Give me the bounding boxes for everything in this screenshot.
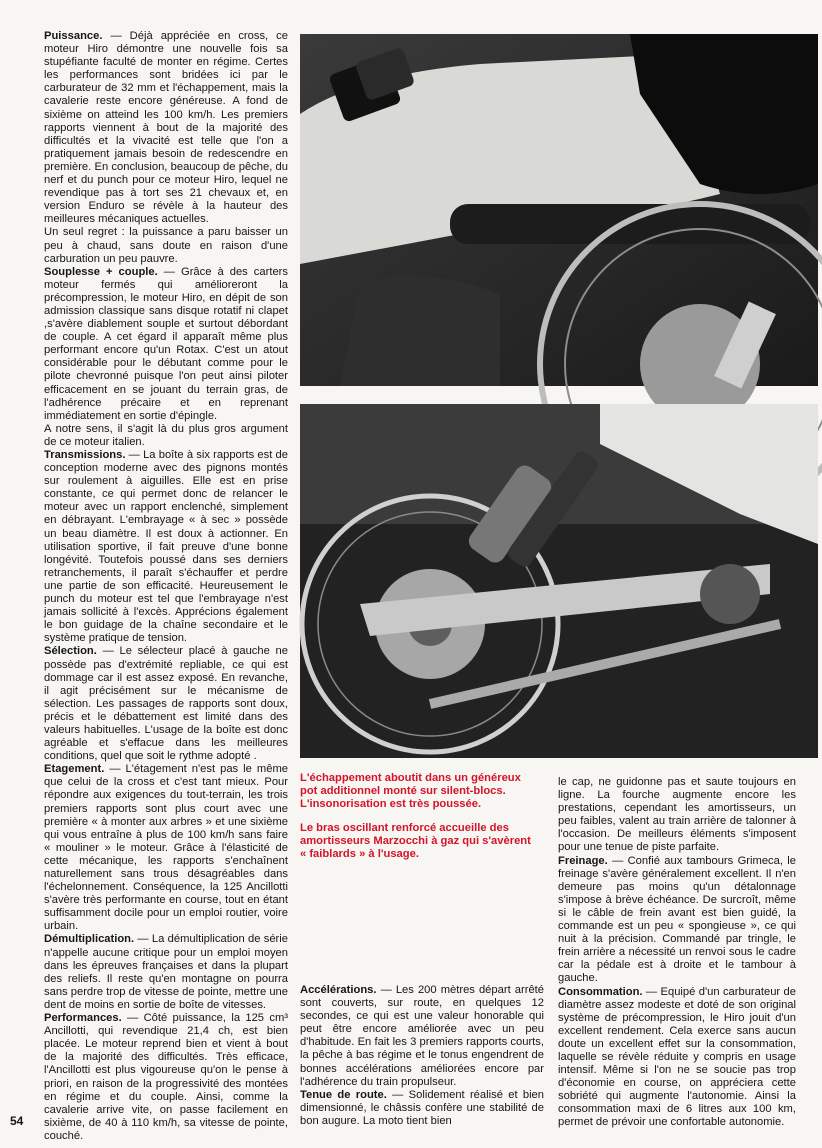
heading-accelerations: Accélérations. xyxy=(300,984,377,996)
heading-performances: Performances. xyxy=(44,1012,122,1025)
paragraph-puissance: Puissance. — Déjà appréciée en cross, ce moteur Hiro démontre une nouvelle fois sa stupéfiante faculté de monter en régime. Certes les performances sont bridées ici par le carburateur de 32 mm et l'échappement, mais la cavalerie reste encore généreuse. A fond de sixième on atteind les 100 km/h. Les premiers rapports viennent à bout de la majorité des difficultés et la vivacité est telle que l'on a pratiquement jamais besoin de redescendre en première. En conclusion, beaucoup de pêche, du nerf et du punch pour ce moteur Hiro, lequel ne revendique pas à tort ses 21 chevaux et, en version Enduro se révèle à la hauteur des meilleures mécaniques actuelles. xyxy=(44,30,288,226)
article-column-left xyxy=(44,30,288,1142)
paragraph-demultiplication: Démultiplication. — La démultiplication de série n'appelle aucune critique pour un emploi moyen dans les épreuves françaises et dans la plupart des reliefs. Il reste qu'en montagne on pourra sans perdre trop de vitesse de pointe, mettre une dent de moins en sortie de boîte de vitesses. xyxy=(44,933,288,1011)
paragraph-tenue-de-route: Tenue de route. — Solidement réalisé et bien dimensionné, le châssis confère une stabilité de bon augure. La moto tient bien xyxy=(300,1088,545,1127)
heading-freinage: Freinage. xyxy=(558,854,608,867)
caption-exhaust: L'échappement aboutit dans un généreux pot additionnel monté sur silent-blocs. L'insonorisation est très poussée. xyxy=(300,772,521,810)
paragraph-accelerations: Accélérations. — Les 200 mètres départ arrêté sont couverts, sur route, en quelques 12 secondes, ce qui est une valeur honorable qui peut être encore améliorée avec un peu d'habitude. En fait les 3 premiers rapports courts, la pêche à bas régime et le tonus engendrent de bonnes accélérations améliorées encore par l'adhérence du train propulseur. xyxy=(300,984,544,1088)
photo-swingarm-image xyxy=(300,404,818,758)
heading-consommation: Consommation. xyxy=(558,985,643,998)
heading-souplesse: Souplesse + couple. xyxy=(44,265,158,278)
paragraph-argument: A notre sens, il s'agit là du plus gros argument de ce moteur italien. xyxy=(44,422,288,448)
heading-transmissions: Transmissions. xyxy=(44,449,126,461)
photo-captions xyxy=(300,772,540,871)
heading-selection: Sélection. xyxy=(44,645,97,658)
paragraph-performances: Performances. — Côté puissance, la 125 cm³ Ancillotti, qui revendique 21,4 ch, est bien placée. Le moteur reprend bien et vient à bout de la majorité des difficultés. Très efficace, l'Ancillotti est plus vigoureuse qu'on le pense à priori, en raison de la progressivité des montées en régime et du couple. Ainsi, comme la cavalerie arrive vite, on passe facilement en sixième, de 40 à 110 km/h, sa vitesse de pointe, couché. xyxy=(44,1012,288,1142)
paragraph-regret: Un seul regret : la puissance a paru baisser un peu à chaud, sans doute en raison d'une carburation un peu pauvre. xyxy=(44,226,288,265)
page-number: 54 xyxy=(10,1114,24,1128)
paragraph-transmissions: Transmissions. — La boîte à six rapports est de conception moderne avec des pignons montés sur roulement à aiguilles. Elle est en prise constante, ce qui permet donc de relancer le moteur avec un rapport enclenché, simplement en débrayant. L'embrayage « à sec » possède un beau diamètre. Il est doux à actionner. En utilisation sportive, il fait preuve d'une bonne longévité. Toutefois poussé dans ses derniers retranchements, il paraît s'échauffer et perdre une partie de son efficacité. Heureusement le punch du moteur est tel que l'embrayage n'est jamais sollicité à l'excès. Apprécions également le bon guidage de la chaîne secondaire et le système pratique de tension. xyxy=(44,449,288,645)
heading-etagement: Etagement. xyxy=(44,763,105,776)
photo-exhaust-image xyxy=(300,34,818,386)
caption-swingarm: Le bras oscillant renforcé accueille des amortisseurs Marzocchi à gaz qui s'avèrent « faiblards » à l'usage. xyxy=(300,821,531,860)
paragraph-freinage: Freinage. — Confié aux tambours Grimeca, le freinage s'avère généralement excellent. Il n'en demeure pas moins qu'un détalonnage s'impose à brève échéance. De surcroît, même si le câble de frein avant est bien guidé, la commande est un peu « spongieuse », ce qui nuit à la précision. Commandé par tringle, le frein arrière a nécessité un renvoi sous le cadre car la pédale est à droite et le tambour à gauche. xyxy=(558,854,796,985)
paragraph-tenue-suite: le cap, ne guidonne pas et saute toujours en ligne. La fourche augmente encore les prestations, cependant les amortisseurs, un peu faibles, valent au train arrière de talonner à l'occasion. De meilleurs éléments s'imposent pour une tenue de piste parfaite. xyxy=(558,776,796,854)
paragraph-souplesse: Souplesse + couple. — Grâce à des carters moteur fermés qui amélioreront la précompression, le moteur Hiro, en dépit de son admission classique sans disque rotatif ni clapet ,s'avère diablement souple et surtout débordant de couple. A cet égard il apparaît même plus performant encore qu'un Rotax. C'est un atout considérable pour le débutant comme pour le pilote chevronné puisque l'on peut ainsi piloter efficacement en se jouant du terrain gras, de l'adhérence précaire et en reprenant immédiatement en sortie d'épingle. xyxy=(44,265,288,422)
article-column-right xyxy=(558,776,796,1130)
paragraph-selection: Sélection. — Le sélecteur placé à gauche ne possède pas d'extrémité repliable, ce qui est dommage car il est assez exposé. En revanche, il agit précisément sur le mécanisme de sélection. Les passages de rapports sont doux, précis et le débattement est limité dans des valeurs habituelles. L'usage de la boîte est donc agréable et s'effacue dans les meilleures conditions, quel que soit le rythme adopté . xyxy=(44,645,288,763)
heading-tenue-de-route: Tenue de route. xyxy=(300,1088,387,1101)
photo-swingarm xyxy=(300,404,818,758)
article-column-middle xyxy=(300,984,544,1128)
photo-exhaust xyxy=(300,34,818,386)
heading-puissance: Puissance. xyxy=(44,30,103,42)
paragraph-consommation: Consommation. — Equipé d'un carburateur de diamètre assez modeste et doté de son original système de précompression, le Hiro jouit d'un excellent rendement. Cela exerce sans aucun doute un excellent effet sur la consommation, laquelle se révèle réduite y compris en usage intensif. Même si l'on ne se soucie pas trop d'économie en course, on appréciera cette sobriété qui augmente l'autonomie. Ainsi la consommation maxi de 6 litres aux 100 km, permet de prévoir une confortable autonomie. xyxy=(558,985,796,1129)
paragraph-etagement: Etagement. — L'étagement n'est pas le même que celui de la cross et c'est tant mieux. Pour répondre aux exigences du tout-terrain, les trois premiers rapports sont plus court avec une première « à monter aux arbres » et une sixième qui vous entraîne à plus de 100 km/h sans faire « mouliner » le moteur. Grâce à l'élasticité de cette mécanique, les rapports s'enchaînent naturellement sans trous désagréables dans l'échelonnement. Conséquence, la 125 Ancillotti s'avère très performante en course, tout en étant suffisamment docile pour un emploi routier, voire urbain. xyxy=(44,763,288,933)
heading-demultiplication: Démultiplication. xyxy=(44,933,135,946)
